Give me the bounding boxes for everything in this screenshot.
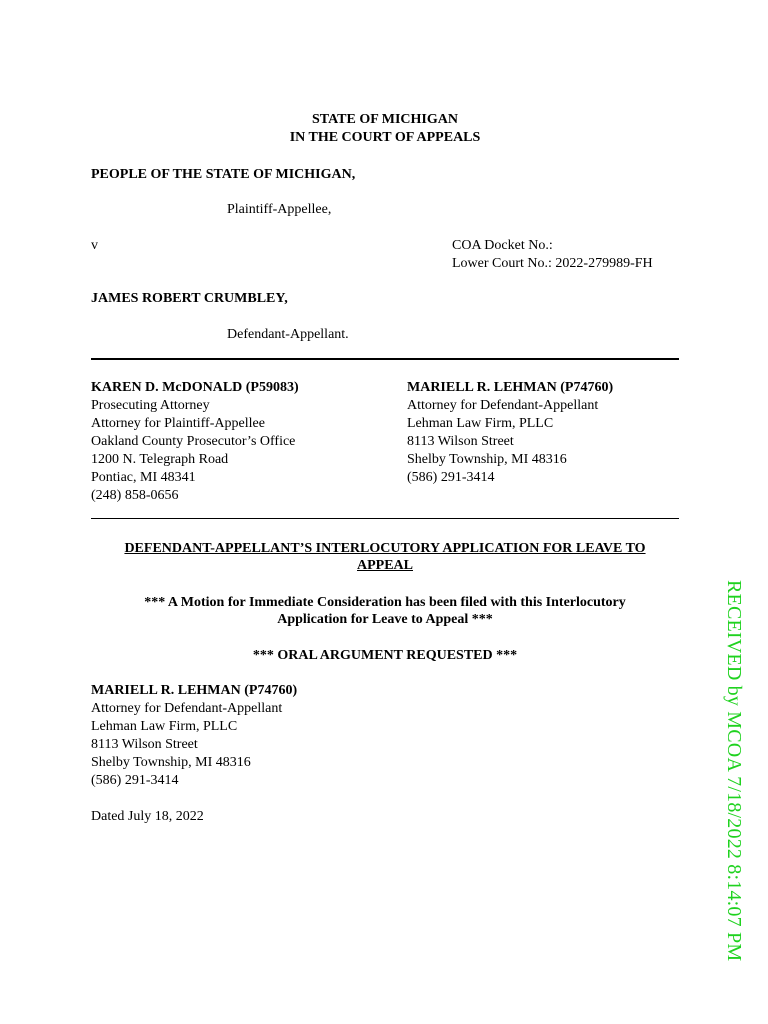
document-title-line1: DEFENDANT-APPELLANT’S INTERLOCUTORY APPLICATION FOR LEAVE TO	[124, 541, 646, 556]
counsel-right-line: Lehman Law Firm, PLLC	[407, 416, 554, 431]
lower-court-number: Lower Court No.: 2022-279989-FH	[452, 256, 653, 271]
signature-block	[91, 682, 297, 790]
counsel-divider	[91, 518, 679, 519]
motion-notice-line1: *** A Motion for Immediate Consideration has been filed with this Interlocutory	[144, 595, 626, 610]
counsel-left-line: 1200 N. Telegraph Road	[91, 452, 229, 467]
counsel-left-line: Attorney for Plaintiff-Appellee	[91, 416, 265, 431]
counsel-left-block	[91, 379, 299, 505]
dated-line: Dated July 18, 2022	[91, 809, 204, 824]
signature-line: Attorney for Defendant-Appellant	[91, 701, 283, 716]
caption-divider	[91, 358, 679, 360]
oral-argument-notice: *** ORAL ARGUMENT REQUESTED ***	[252, 648, 518, 663]
counsel-right-block	[407, 379, 613, 487]
document-title-line2-wrap	[91, 557, 679, 575]
defendant-name: JAMES ROBERT CRUMBLEY,	[91, 291, 288, 306]
plaintiff-name: PEOPLE OF THE STATE OF MICHIGAN,	[91, 167, 356, 182]
document-title-line2: APPEAL	[357, 558, 413, 573]
counsel-right-line: Shelby Township, MI 48316	[407, 452, 567, 467]
counsel-left-line: (248) 858-0656	[91, 488, 179, 503]
counsel-right-line: Attorney for Defendant-Appellant	[407, 398, 599, 413]
signature-name: MARIELL R. LEHMAN (P74760)	[91, 683, 298, 698]
counsel-right-line: 8113 Wilson Street	[407, 434, 514, 449]
counsel-left-line: Pontiac, MI 48341	[91, 470, 196, 485]
counsel-left-name: KAREN D. McDONALD (P59083)	[91, 380, 299, 395]
counsel-left-line: Oakland County Prosecutor’s Office	[91, 434, 296, 449]
received-stamp: RECEIVED by MCOA 7/18/2022 8:14:07 PM	[723, 580, 745, 962]
coa-docket-label: COA Docket No.:	[452, 238, 553, 253]
counsel-right-name: MARIELL R. LEHMAN (P74760)	[407, 380, 614, 395]
motion-notice-line2: Application for Leave to Appeal ***	[277, 612, 493, 627]
versus: v	[91, 238, 98, 253]
court-heading: IN THE COURT OF APPEALS	[289, 130, 481, 145]
signature-line: Lehman Law Firm, PLLC	[91, 719, 238, 734]
state-heading: STATE OF MICHIGAN	[312, 112, 458, 127]
plaintiff-role: Plaintiff-Appellee,	[227, 202, 332, 217]
defendant-role: Defendant-Appellant.	[227, 327, 349, 342]
counsel-right-line: (586) 291-3414	[407, 470, 495, 485]
signature-line: Shelby Township, MI 48316	[91, 755, 251, 770]
counsel-left-line: Prosecuting Attorney	[91, 398, 210, 413]
signature-line: 8113 Wilson Street	[91, 737, 198, 752]
signature-line: (586) 291-3414	[91, 773, 179, 788]
